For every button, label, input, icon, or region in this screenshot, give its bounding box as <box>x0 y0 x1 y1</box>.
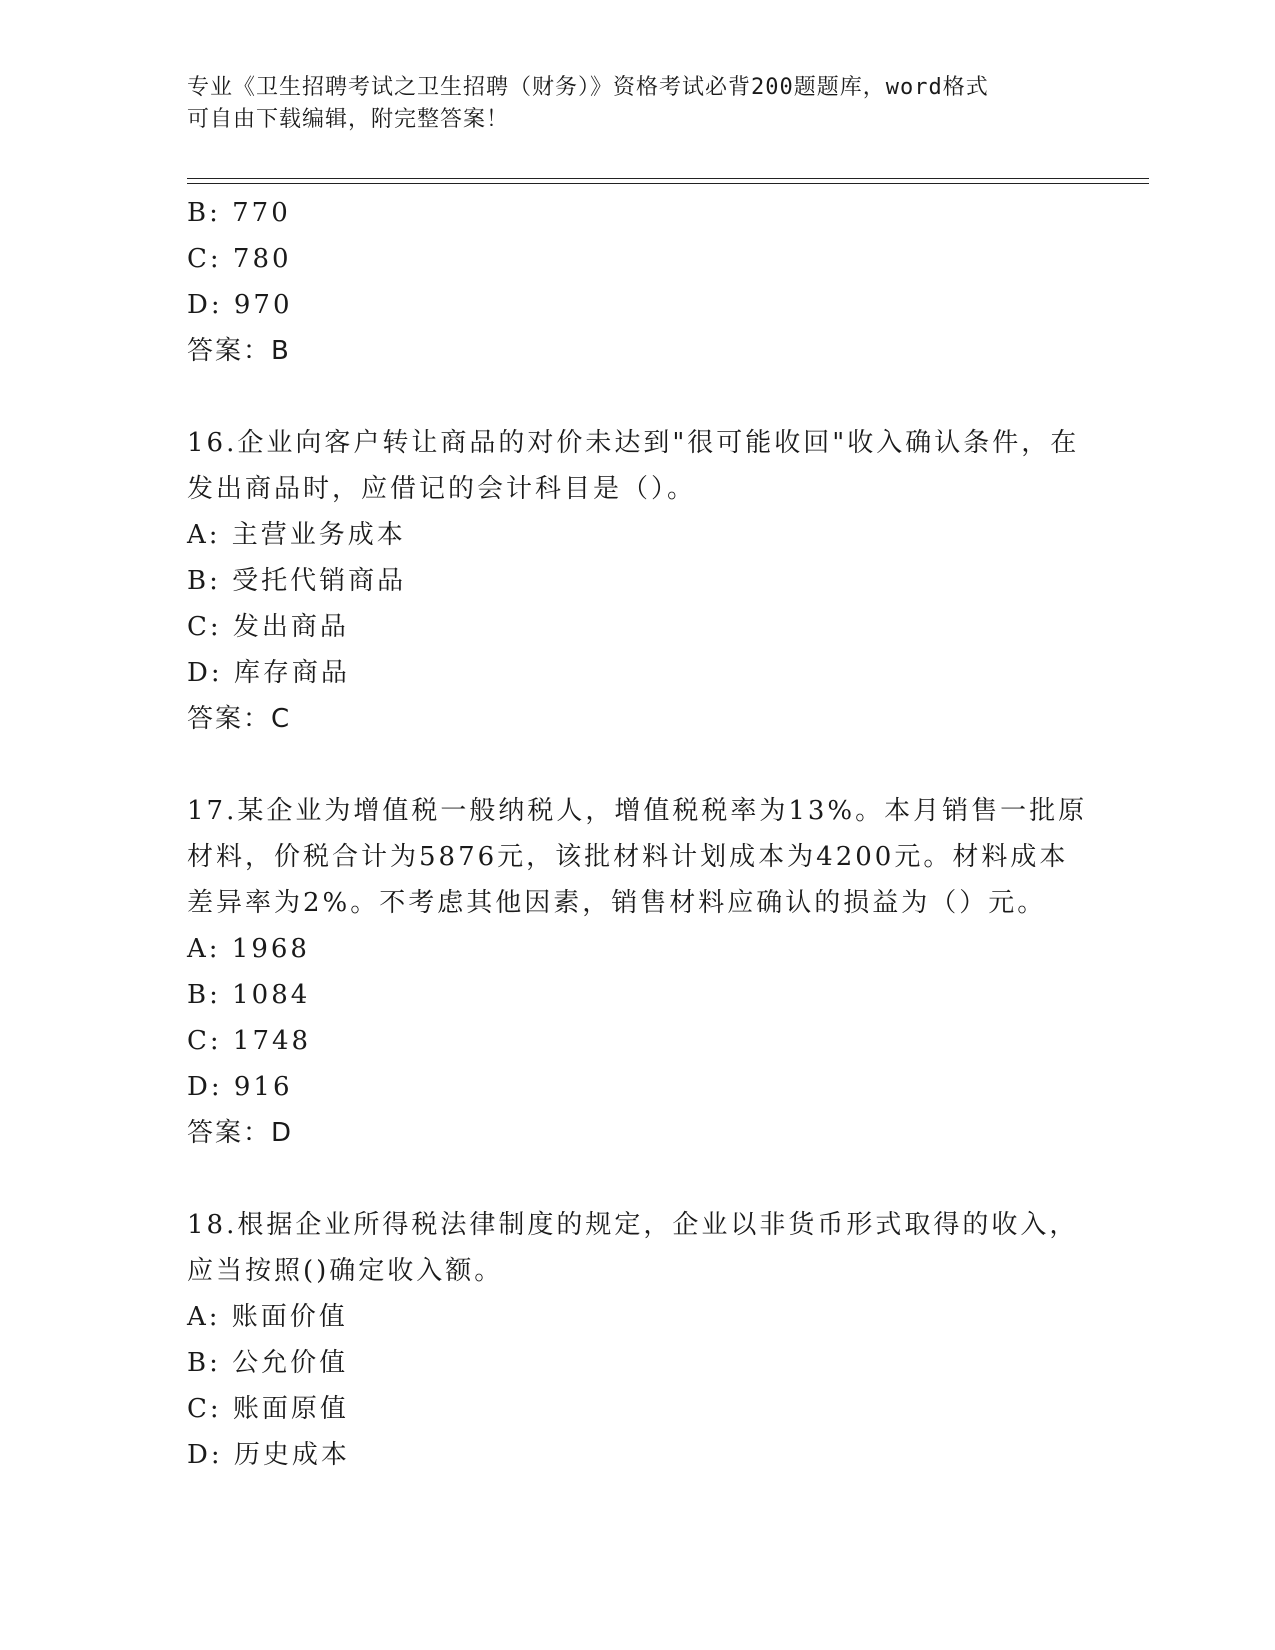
option-a: A: 1968 <box>187 934 310 964</box>
question-text-line: 17.某企业为增值税一般纳税人，增值税税率为13%。本月销售一批原 <box>187 796 1088 826</box>
option-b: B: 公允价值 <box>187 1348 349 1378</box>
question-text-line: 应当按照()确定收入额。 <box>187 1256 504 1286</box>
spacer <box>187 742 1087 788</box>
spacer <box>187 374 1087 420</box>
question-17 <box>187 788 1087 1156</box>
question-text-line: 差异率为2%。不考虑其他因素，销售材料应确认的损益为（）元。 <box>187 888 1047 918</box>
header-divider-bottom <box>187 183 1149 184</box>
question-15-continued <box>187 190 1087 374</box>
question-text-line: 材料，价税合计为5876元，该批材料计划成本为4200元。材料成本 <box>187 842 1069 872</box>
question-text-line: 16.企业向客户转让商品的对价未达到"很可能收回"收入确认条件，在 <box>187 428 1080 458</box>
header-line-2: 可自由下载编辑，附完整答案！ <box>187 107 510 132</box>
header-divider-top <box>187 178 1149 179</box>
question-text-line: 18.根据企业所得税法律制度的规定，企业以非货币形式取得的收入， <box>187 1210 1079 1240</box>
question-18 <box>187 1202 1087 1478</box>
option-c: C: 1748 <box>187 1026 312 1056</box>
header-line-1: 专业《卫生招聘考试之卫生招聘（财务）》资格考试必背200题题库，word格式 <box>187 75 989 100</box>
question-text-line: 发出商品时，应借记的会计科目是（）。 <box>187 474 697 504</box>
question-16 <box>187 420 1087 742</box>
option-a: A: 主营业务成本 <box>187 520 406 550</box>
option-d: D: 库存商品 <box>187 658 350 688</box>
option-d: D: 历史成本 <box>187 1440 350 1470</box>
option-b: B: 受托代销商品 <box>187 566 407 596</box>
answer-line: 答案：B <box>187 336 291 366</box>
document-header <box>187 72 1067 136</box>
option-d: D: 970 <box>187 290 293 320</box>
answer-line: 答案：C <box>187 704 292 734</box>
option-a: A: 账面价值 <box>187 1302 348 1332</box>
option-b: B: 770 <box>187 198 291 228</box>
question-list <box>187 190 1087 1478</box>
spacer <box>187 1156 1087 1202</box>
option-b: B: 1084 <box>187 980 311 1010</box>
answer-line: 答案：D <box>187 1118 294 1148</box>
option-d: D: 916 <box>187 1072 293 1102</box>
option-c: C: 发出商品 <box>187 612 349 642</box>
option-c: C: 780 <box>187 244 292 274</box>
option-c: C: 账面原值 <box>187 1394 349 1424</box>
